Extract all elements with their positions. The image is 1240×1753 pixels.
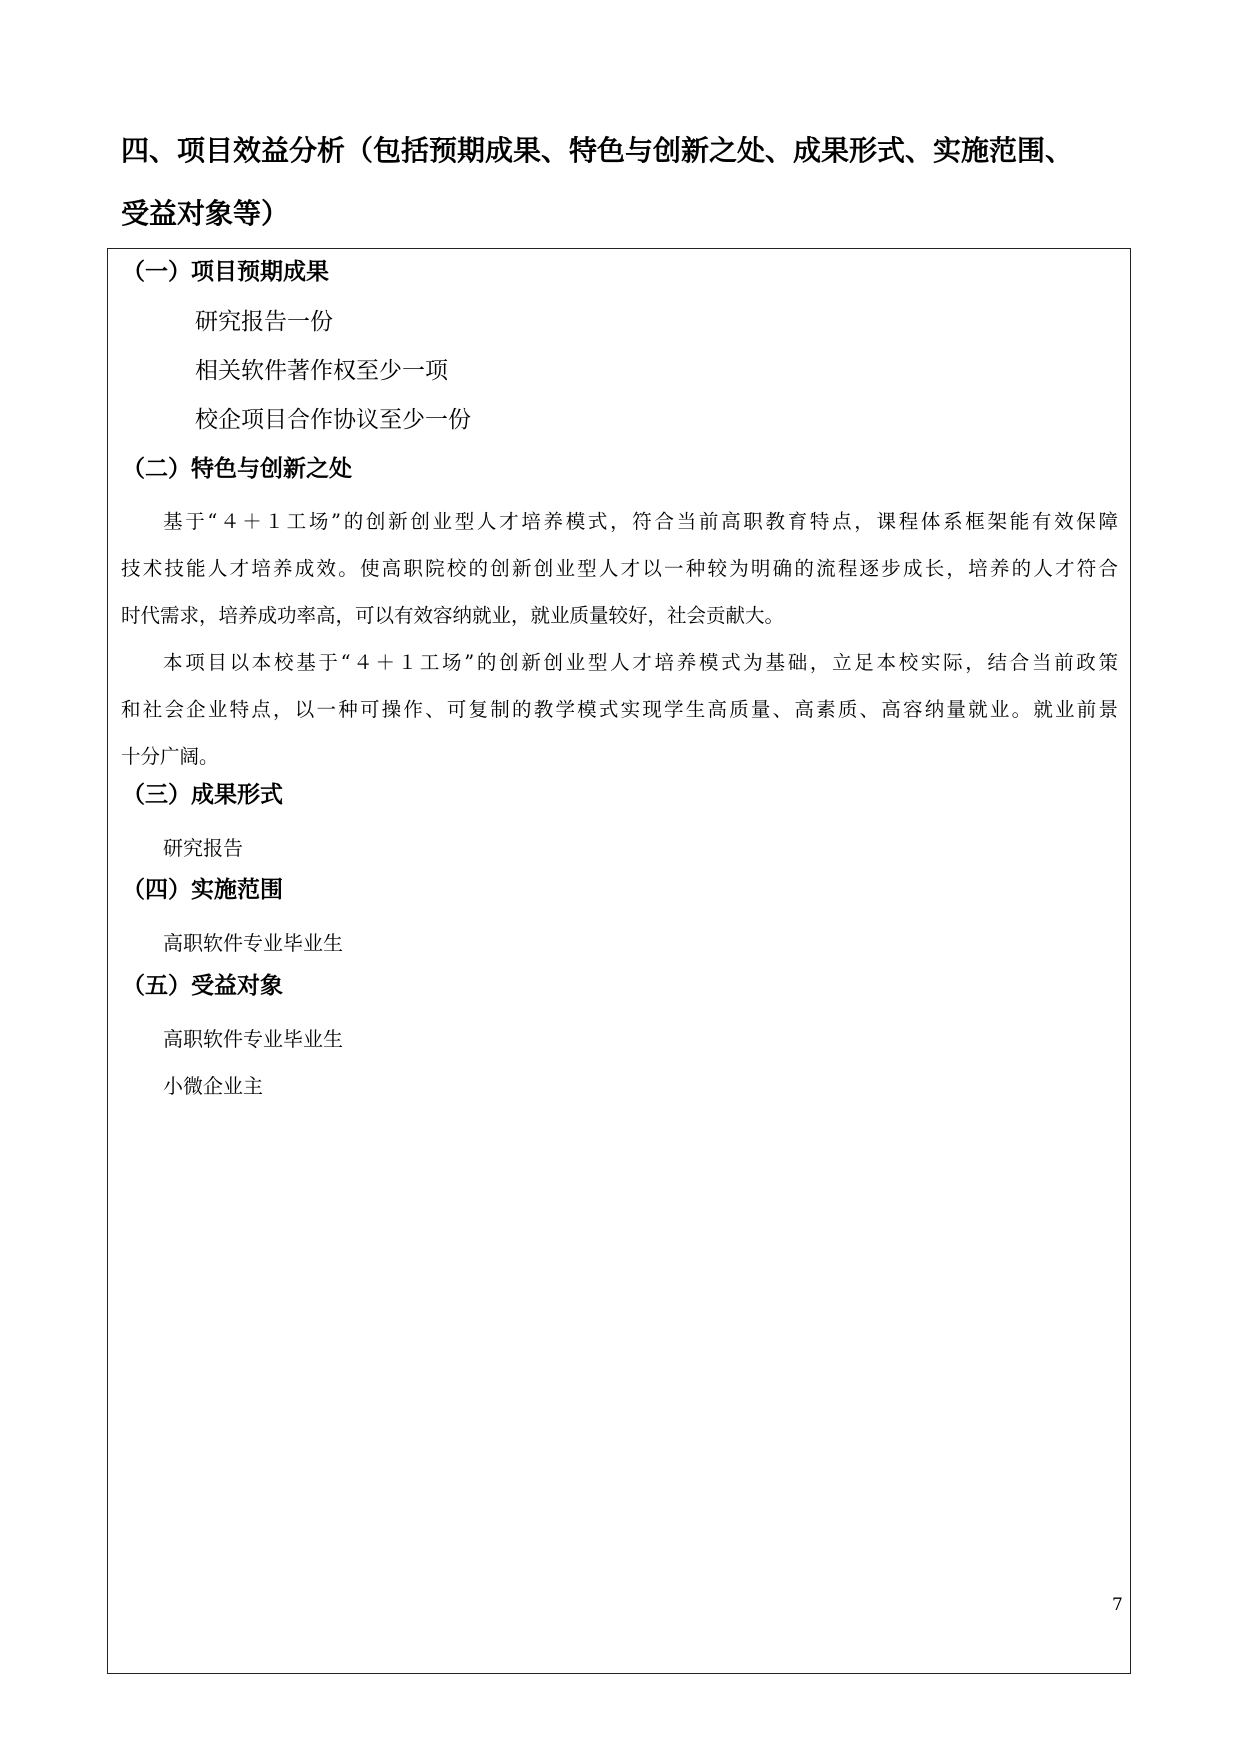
page-number: 7: [1112, 1595, 1123, 1615]
subsection-title-expected-results: （一）项目预期成果: [122, 259, 329, 285]
subsection-title-beneficiaries: （五）受益对象: [122, 973, 283, 999]
paragraph-line: 十分广阔。: [121, 745, 219, 768]
implementation-scope-item: 高职软件专业毕业生: [163, 931, 343, 955]
paragraph-line: 时代需求，培养成功率高，可以有效容纳就业，就业质量较好，社会贡献大。: [121, 604, 785, 627]
beneficiary-item: 小微企业主: [163, 1074, 263, 1098]
paragraph-line: 基于“４＋１工场”的创新创业型人才培养模式，符合当前高职教育特点，课程体系框架能有效保障: [163, 510, 1118, 533]
section-heading-line-1: 四、项目效益分析（包括预期成果、特色与创新之处、成果形式、实施范围、: [121, 134, 1074, 167]
paragraph-line: 本项目以本校基于“４＋１工场”的创新创业型人才培养模式为基础，立足本校实际，结合当前政策: [163, 651, 1118, 674]
subsection-title-features-innovation: （二）特色与创新之处: [122, 456, 352, 482]
expected-result-item: 相关软件著作权至少一项: [195, 358, 448, 384]
section-heading-line-2: 受益对象等）: [121, 197, 290, 230]
beneficiary-item: 高职软件专业毕业生: [163, 1027, 343, 1051]
result-form-item: 研究报告: [163, 836, 243, 860]
subsection-title-result-form: （三）成果形式: [122, 782, 283, 808]
expected-result-item: 研究报告一份: [195, 309, 333, 335]
paragraph-line: 技术技能人才培养成效。使高职院校的创新创业型人才以一种较为明确的流程逐步成长，培养的人才符合: [121, 557, 1118, 580]
expected-result-item: 校企项目合作协议至少一份: [195, 407, 471, 433]
subsection-title-implementation-scope: （四）实施范围: [122, 877, 283, 903]
paragraph-line: 和社会企业特点，以一种可操作、可复制的教学模式实现学生高质量、高素质、高容纳量就业。就业前景: [121, 698, 1118, 721]
